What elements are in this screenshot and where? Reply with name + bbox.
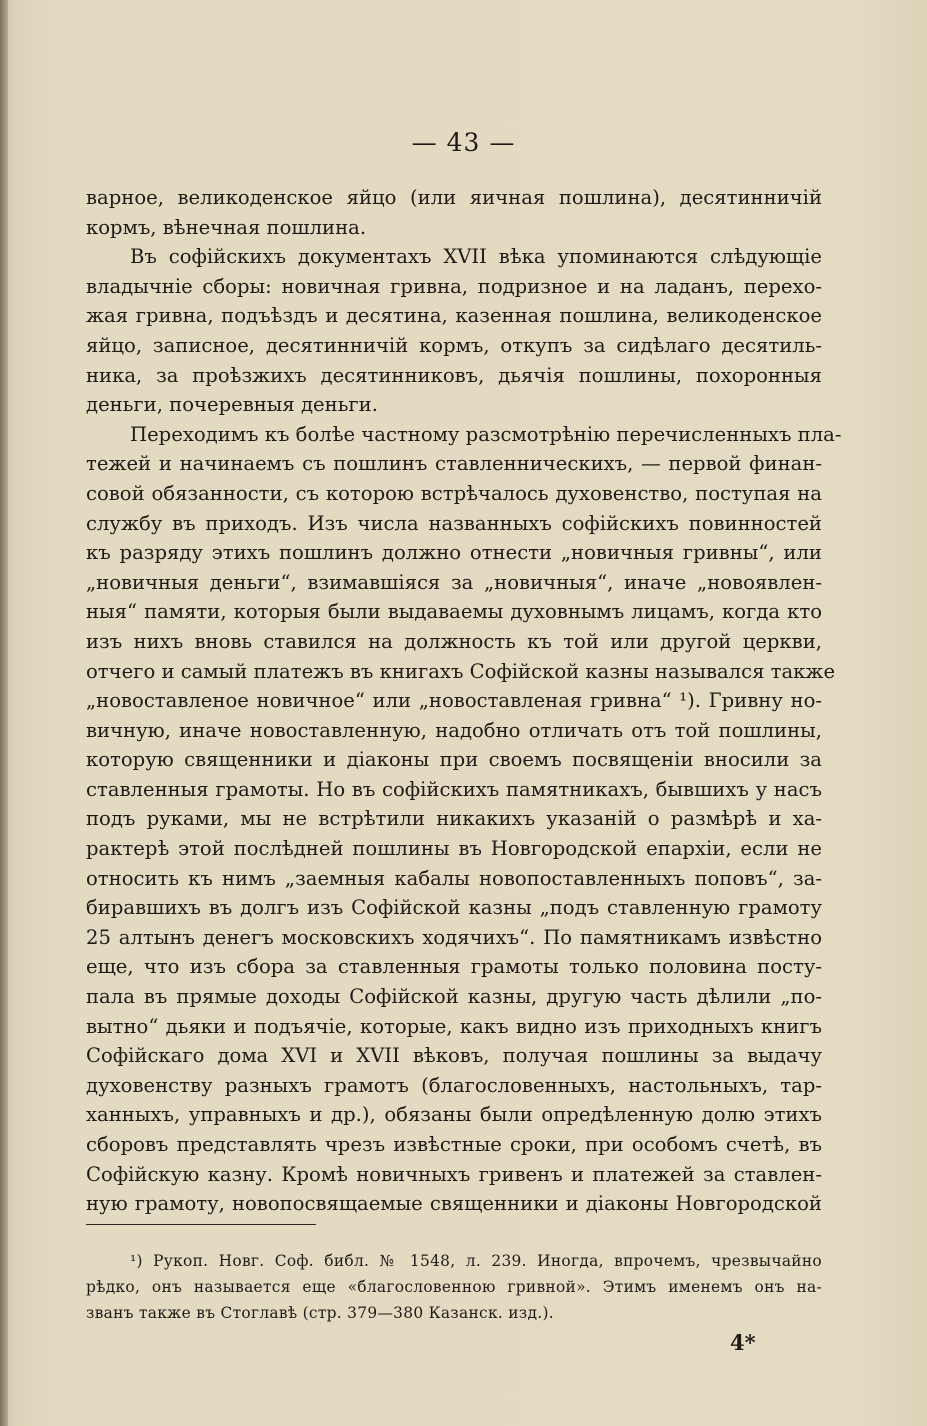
text-line: подъ руками, мы не встрѣтили никакихъ указаній о размѣрѣ и ха- bbox=[86, 807, 822, 831]
text-line: Въ софійскихъ документахъ XVII вѣка упоминаются слѣдующіе bbox=[130, 245, 822, 269]
text-line: вичную, иначе новоставленную, надобно отличать отъ той пошлины, bbox=[86, 718, 822, 742]
text-line: отчего и самый платежъ въ книгахъ Софійской казны назывался также bbox=[86, 659, 836, 683]
text-line: ныя“ памяти, которыя были выдаваемы духовнымъ лицамъ, когда кто bbox=[86, 600, 822, 624]
text-line: кормъ, вѣнечная пошлина. bbox=[86, 215, 367, 239]
text-line: ставленныя грамоты. Но въ софійскихъ памятникахъ, бывшихъ у насъ bbox=[86, 777, 822, 801]
page-number: — 43 — bbox=[411, 128, 516, 157]
text-line: ника, за проѣзжихъ десятинниковъ, дьячія пошлины, похоронныя bbox=[86, 363, 822, 387]
footnote bbox=[86, 1248, 822, 1326]
text-line: 25 алтынъ денегъ московскихъ ходячихъ“. По памятникамъ извѣстно bbox=[86, 925, 822, 949]
text-line: биравшихъ въ долгъ изъ Софійской казны „подъ ставленную грамоту bbox=[86, 896, 822, 920]
text-line: которую священники и діаконы при своемъ посвященіи вносили за bbox=[86, 748, 822, 772]
text-line: ханныхъ, управныхъ и др.), обязаны были опредѣленную долю этихъ bbox=[86, 1103, 822, 1127]
text-line: жая гривна, подъѣздъ и десятина, казенная пошлина, великоденское bbox=[86, 304, 822, 328]
text-line: Переходимъ къ болѣе частному разсмотрѣнію перечисленныхъ пла- bbox=[130, 422, 842, 446]
signature-mark: 4* bbox=[730, 1330, 756, 1355]
text-line: „новичныя деньги“, взимавшіяся за „новичныя“, иначе „новоявлен- bbox=[86, 570, 822, 594]
text-line: рактерѣ этой послѣдней пошлины въ Новгородской епархіи, если не bbox=[86, 837, 822, 861]
footnote-line: ¹) Рукоп. Новг. Соф. библ. № 1548, л. 239. Иногда, впрочемъ, чрезвычайно bbox=[130, 1252, 822, 1270]
footnote-separator bbox=[86, 1224, 316, 1225]
text-line: сборовъ представлять чрезъ извѣстные сроки, при особомъ счетѣ, въ bbox=[86, 1133, 822, 1156]
text-line: пала въ прямые доходы Софійской казны, другую часть дѣлили „по- bbox=[86, 985, 822, 1009]
text-line: тежей и начинаемъ съ пошлинъ ставленническихъ, — первой финан- bbox=[86, 452, 822, 476]
footnote-line: рѣдко, онъ называется еще «благословенною гривной». Этимъ именемъ онъ на- bbox=[86, 1278, 822, 1296]
text-line: службу въ приходъ. Изъ числа названныхъ софійскихъ повинностей bbox=[86, 511, 822, 535]
text-line: относить къ нимъ „заемныя кабалы новопоставленныхъ поповъ“, за- bbox=[86, 866, 822, 890]
text-line: еще, что изъ сбора за ставленныя грамоты только половина посту- bbox=[86, 955, 822, 979]
text-line: яйцо, записное, десятинничій кормъ, откупъ за сидѣлаго десятиль- bbox=[86, 333, 822, 357]
text-line: Софійскаго дома XVI и XVII вѣковъ, получая пошлины за выдачу bbox=[86, 1044, 822, 1068]
text-line: ную грамоту, новопосвящаемые священники и діаконы Новгородской bbox=[86, 1192, 822, 1216]
text-line: варное, великоденское яйцо (или яичная пошлина), десятинничій bbox=[86, 186, 822, 209]
page-binding-edge bbox=[0, 0, 8, 1426]
main-text bbox=[86, 183, 842, 1219]
text-line: къ разряду этихъ пошлинъ должно отнести „новичныя гривны“, или bbox=[86, 541, 822, 565]
text-line: вытно“ дьяки и подъячіе, которые, какъ видно изъ приходныхъ книгъ bbox=[86, 1014, 822, 1038]
text-line: „новоставленое новичное“ или „новоставленая гривна“ ¹). Гривну но- bbox=[86, 689, 822, 713]
text-line: изъ нихъ вновь ставился на должность къ той или другой церкви, bbox=[86, 629, 822, 653]
text-line: совой обязанности, съ которою встрѣчалось духовенство, поступая на bbox=[86, 481, 822, 505]
text-line: деньги, почеревныя деньги. bbox=[86, 393, 378, 417]
text-line: владычніе сборы: новичная гривна, подризное и на ладанъ, перехо- bbox=[86, 274, 822, 298]
footnote-line: званъ также въ Стоглавѣ (стр. 379—380 Казанск. изд.). bbox=[86, 1304, 554, 1322]
text-line: духовенству разныхъ грамотъ (благословенныхъ, настольныхъ, тар- bbox=[86, 1073, 822, 1097]
text-line: Софійскую казну. Кромѣ новичныхъ гривенъ и платежей за ставлен- bbox=[86, 1162, 822, 1186]
